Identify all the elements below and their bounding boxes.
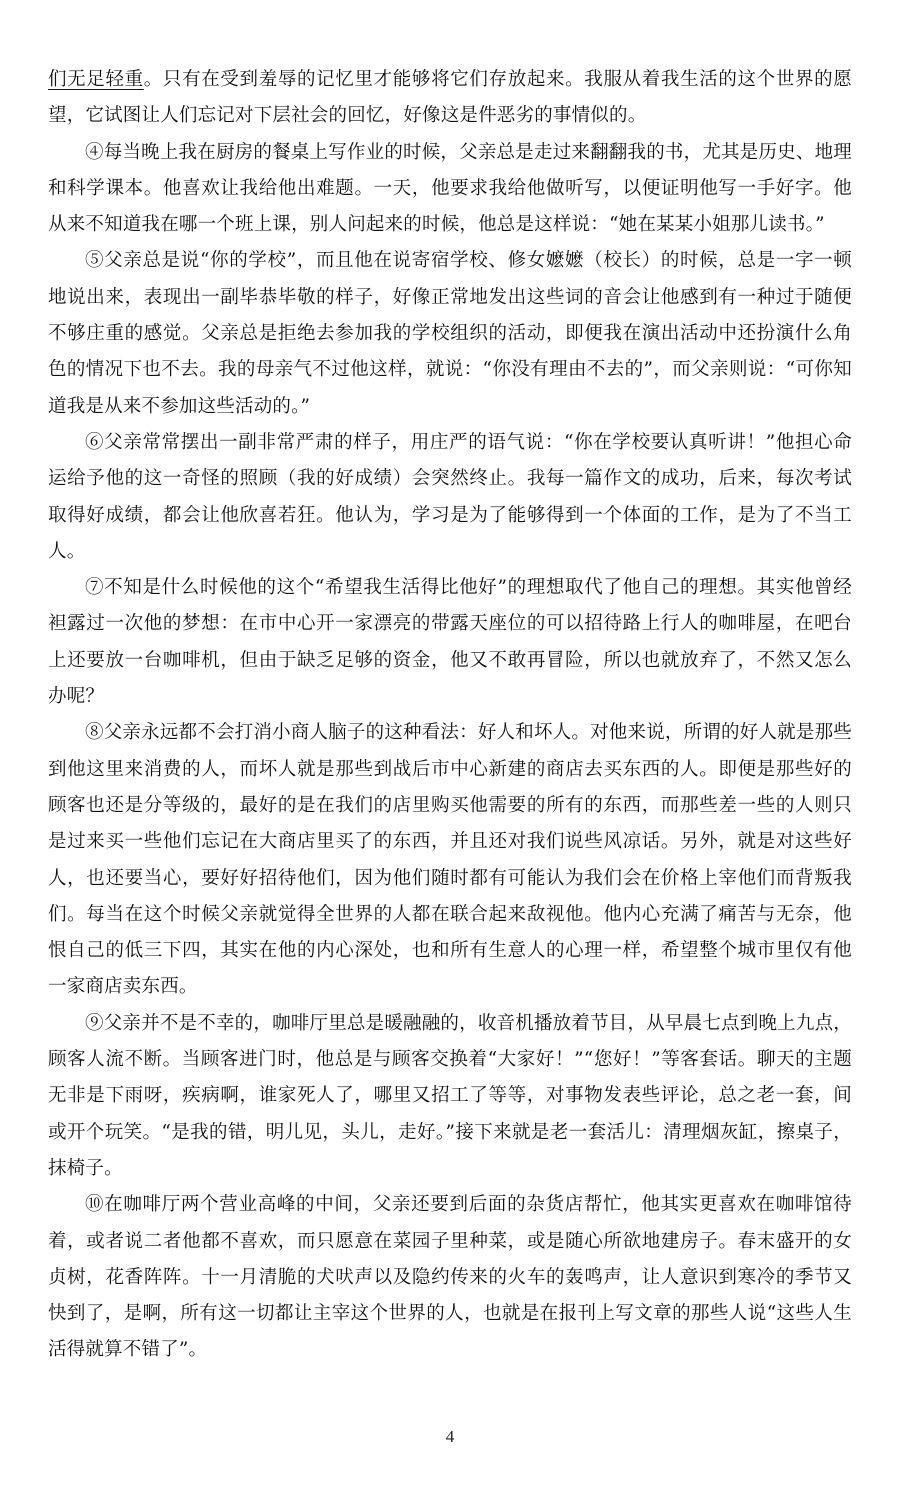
paragraph-8: ⑧父亲永远都不会打消小商人脑子的这种看法：好人和坏人。对他来说，所谓的好人就是那些到他这里来消费的人，而坏人就是那些到战后市中心新建的商店去买东西的人。即便是那些好的顾客也还是分等级的，最好的是在我们的店里购买他需要的所有的东西，而那些差一些的人则只是过来买一些他们忘记在大商店里买了的东西，并且还对我们说些风凉话。另外，就是对这些好人，也还要当心，要好好招待他们，因为他们随时都有可能认为我们会在价格上宰他们而背叛我们。每当在这个时候父亲就觉得全世界的人都在联合起来敌视他。他内心充满了痛苦与无奈，他恨自己的低三下四，其实在他的内心深处，也和所有生意人的心理一样，希望整个城市里仅有他一家商店卖东西。 (48, 722, 852, 998)
intro-paragraph (48, 62, 852, 135)
underlined-phrase: 们无足轻重 (48, 69, 144, 90)
paragraph-5: ⑤父亲总是说“你的学校”，而且他在说寄宿学校、修女嬷嬷（校长）的时候，总是一字一顿地说出来，表现出一副毕恭毕敬的样子，好像正常地发出这些词的音会让他感到有一种过于随便不够庄重的感觉。父亲总是拒绝去参加我的学校组织的活动，即便我在演出活动中还扮演什么角色的情况下也不去。我的母亲气不过他这样，就说：“你没有理由不去的”，而父亲则说：“可你知道我是从来不参加这些活动的。” (48, 250, 852, 417)
paragraph-9: ⑨父亲并不是不幸的，咖啡厅里总是暖融融的，收音机播放着节目，从早晨七点到晚上九点，顾客人流不断。当顾客进门时，他总是与顾客交换着“大家好！”“您好！”等客套话。聊天的主题无非是下雨呀，疾病啊，谁家死人了，哪里又招工了等等，对事物发表些评论，总之老一套，间或开个玩笑。“是我的错，明儿见，头儿，走好。”接下来就是老一套活儿：清理烟灰缸，擦桌子，抹椅子。 (48, 1012, 852, 1179)
document-body (48, 62, 852, 1369)
paragraph-6: ⑥父亲常常摆出一副非常严肃的样子，用庄严的语气说：“你在学校要认真听讲！”他担心命运给予他的这一奇怪的照顾（我的好成绩）会突然终止。我每一篇作文的成功，后来，每次考试取得好成绩，都会让他欣喜若狂。他认为，学习是为了能够得到一个体面的工作，是为了不当工人。 (48, 431, 852, 562)
intro-text: 。只有在受到羞辱的记忆里才能够将它们存放起来。我服从着我生活的这个世界的愿望，它试图让人们忘记对下层社会的回忆，好像这是件恶劣的事情似的。 (48, 69, 852, 127)
paragraph-7: ⑦不知是什么时候他的这个“希望我生活得比他好”的理想取代了他自己的理想。其实他曾经袒露过一次他的梦想：在市中心开一家漂亮的带露天座位的可以招待路上行人的咖啡屋，在吧台上还要放一台咖啡机，但由于缺乏足够的资金，他又不敢再冒险，所以也就放弃了，不然又怎么办呢？ (48, 577, 852, 708)
paragraph-10: ⑩在咖啡厅两个营业高峰的中间，父亲还要到后面的杂货店帮忙，他其实更喜欢在咖啡馆待着，或者说二者他都不喜欢，而只愿意在菜园子里种菜，或是随心所欲地建房子。春末盛开的女贞树，花香阵阵。十一月清脆的犬吠声以及隐约传来的火车的轰鸣声，让人意识到寒冷的季节又快到了，是啊，所有这一切都让主宰这个世界的人，也就是在报刊上写文章的那些人说“这些人生活得就算不错了”。 (48, 1194, 852, 1361)
page-number: 4 (445, 1427, 455, 1446)
paragraph-4: ④每当晚上我在厨房的餐桌上写作业的时候，父亲总是走过来翻翻我的书，尤其是历史、地理和科学课本。他喜欢让我给他出难题。一天，他要求我给他做听写，以便证明他写一手好字。他从来不知道我在哪一个班上课，别人问起来的时候，他总是这样说：“她在某某小姐那儿读书。” (48, 141, 852, 236)
